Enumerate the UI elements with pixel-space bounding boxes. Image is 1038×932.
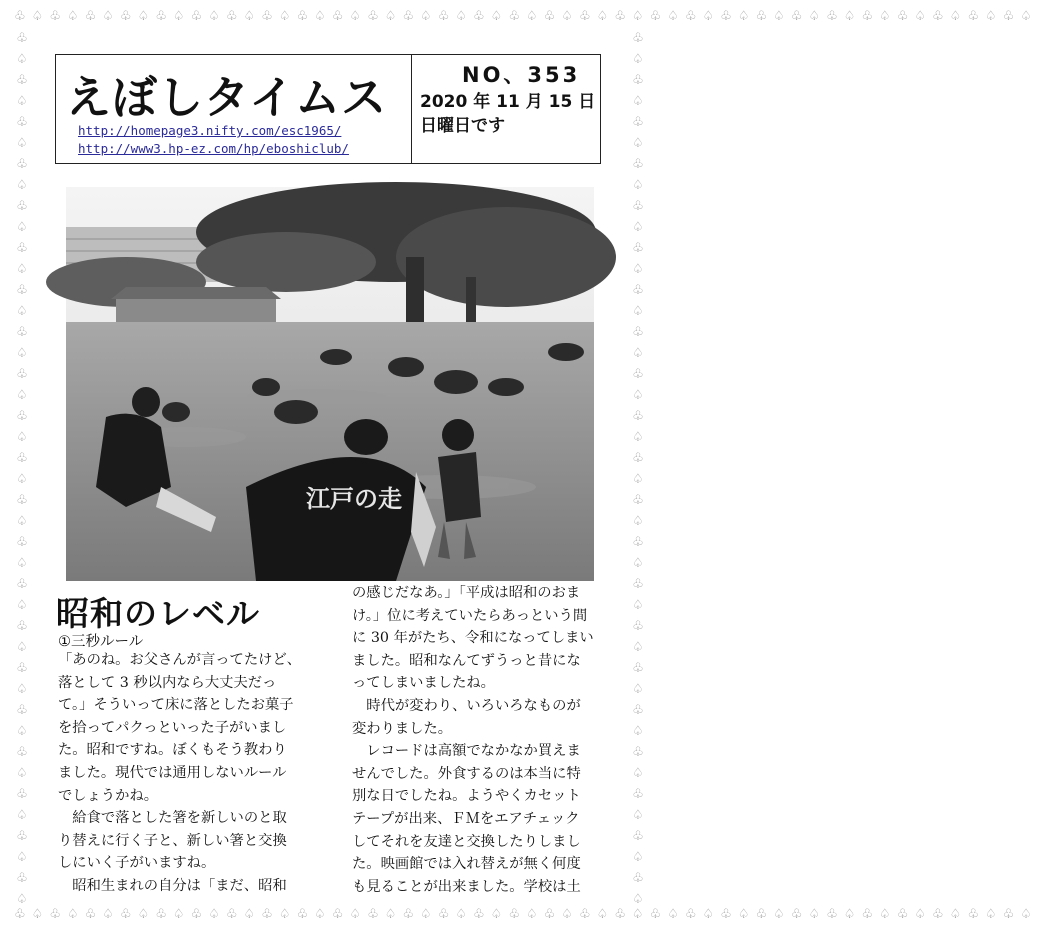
- text-line: の感じだなあ。」「平成は昭和のおま: [352, 585, 581, 601]
- masthead-title-box: [56, 55, 412, 163]
- text-line: しにいく子がいますね。: [58, 855, 216, 872]
- text-line: でしょうかね。: [58, 787, 159, 804]
- text-line: ました。昭和なんてずうっと昔にな: [352, 652, 581, 669]
- text-line: 給食で落とした箸を新しいのと取: [58, 810, 287, 827]
- text-line: 別な日でしたね。ようやくカセット: [352, 788, 581, 805]
- ornamental-border-right: ♧ ♤ ♧ ♤ ♧ ♤ ♧ ♤ ♧ ♤ ♧ ♤ ♧ ♤ ♧ ♤ ♧ ♤ ♧ ♤ ♧ ♤ ♧ ♤ ♧ ♤ ♧ ♤ ♧ ♤ ♧ ♤ ♧ ♤ ♧ ♤ ♧ ♤ ♧ ♤ ♧ ♤: [632, 31, 644, 907]
- park-stretching-photo: [66, 187, 594, 581]
- ornamental-border-top: ♧♤♧♤♧♤♧♤♧♤♧♤♧♤♧♤♧♤♧♤♧♤♧♤♧♤♧♤♧♤♧♤♧♤♧♤♧♤♧♤♧♤♧♤♧♤♧♤♧♤♧♤♧♤♧♤♧♤: [14, 9, 1038, 24]
- issue-date: 2020 年 11 月 15 日: [420, 92, 596, 112]
- text-line: ました。現代では通用しないルール: [58, 764, 287, 781]
- text-line: せんでした。外食するのは本当に特: [352, 765, 581, 782]
- article-heading: 昭和のレベル: [56, 594, 260, 633]
- text-line: に 30 年がたち、令和になってしまい: [352, 630, 594, 647]
- text-line: 落として 3 秒以内なら大丈夫だっ: [58, 674, 277, 691]
- text-line: テープが出来、ＦＭをエアチェック: [352, 810, 580, 827]
- article-subheading: ①三秒ルール: [58, 634, 144, 650]
- ornamental-border-bottom: ♧♤♧♤♧♤♧♤♧♤♧♤♧♤♧♤♧♤♧♤♧♤♧♤♧♤♧♤♧♤♧♤♧♤♧♤♧♤♧♤♧♤♧♤♧♤♧♤♧♤♧♤♧♤♧♤♧♤: [14, 907, 1038, 922]
- text-line: ってしまいましたね。: [352, 675, 495, 692]
- text-line: け。」位に考えていたらあっという間: [352, 607, 588, 624]
- newsletter-title: えぼしタイムス: [66, 71, 388, 124]
- issue-weekday: 日曜日です: [420, 116, 505, 136]
- masthead-issue-box: [412, 55, 600, 163]
- text-line: を拾ってパクっといった子がいまし: [58, 719, 287, 736]
- text-line: た。昭和ですね。ぼくもそう教わり: [58, 742, 287, 759]
- text-line: してそれを友達と交換したりしまし: [352, 833, 581, 850]
- text-line: 変わりました。: [352, 720, 453, 737]
- text-line: レコードは高額でなかなか買えま: [352, 743, 581, 760]
- text-line: 「あのね。お父さんが言ってたけど、: [58, 652, 302, 668]
- article-column-right: [352, 582, 612, 898]
- masthead: [55, 54, 601, 164]
- ornamental-border-left: ♧ ♤ ♧ ♤ ♧ ♤ ♧ ♤ ♧ ♤ ♧ ♤ ♧ ♤ ♧ ♤ ♧ ♤ ♧ ♤ ♧ ♤ ♧ ♤ ♧ ♤ ♧ ♤ ♧ ♤ ♧ ♤ ♧ ♤ ♧ ♤ ♧ ♤ ♧ ♤ ♧ ♤: [16, 31, 28, 907]
- homepage-link-1[interactable]: http://homepage3.nifty.com/esc1965/: [78, 123, 342, 138]
- text-line: 昭和生まれの自分は「まだ、昭和: [58, 877, 287, 894]
- text-line: 時代が変わり、いろいろなものが: [352, 697, 581, 714]
- text-line: た。映画館では入れ替えが無く何度: [352, 856, 581, 873]
- text-line: り替えに行く子と、新しい箸と交換: [58, 832, 287, 849]
- text-line: て。」そういって床に落としたお菓子: [58, 697, 294, 714]
- text-line: も見ることが出来ました。学校は土: [352, 878, 581, 895]
- issue-number: NO、353: [462, 63, 581, 87]
- homepage-link-2[interactable]: http://www3.hp-ez.com/hp/eboshiclub/: [78, 141, 349, 156]
- article-column-left: [58, 649, 318, 898]
- shirt-print-text: 江戸の走: [306, 485, 402, 513]
